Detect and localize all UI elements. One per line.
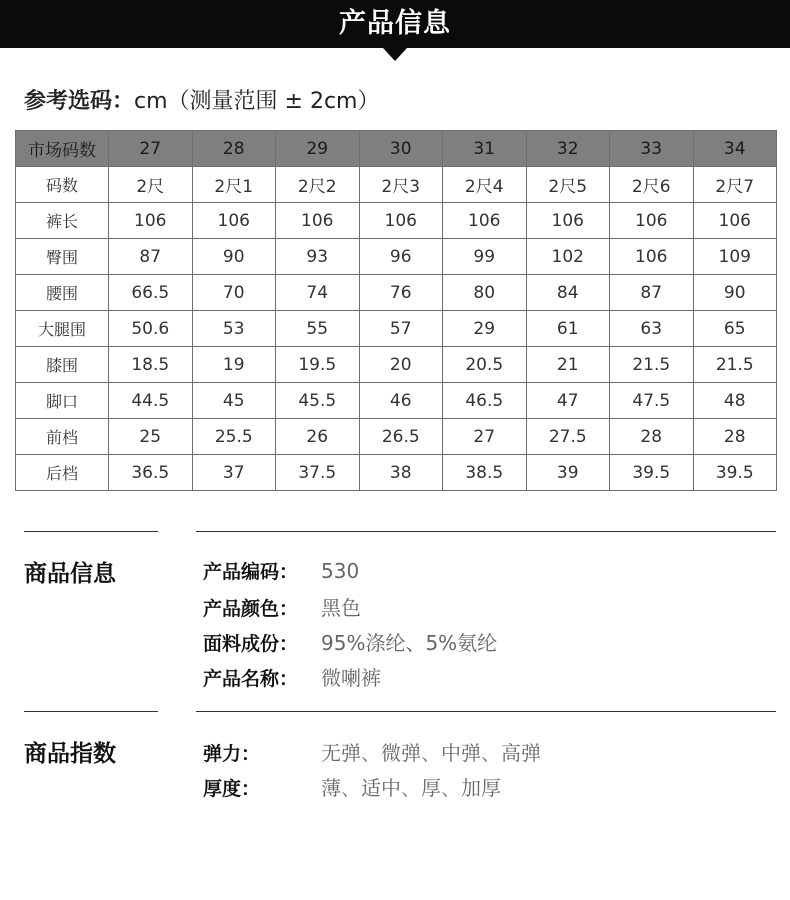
size-chart-cell: 20 [359,347,443,383]
size-chart-cell: 27.5 [526,419,610,455]
divider-line [196,531,776,532]
thickness-row [203,772,501,801]
option-separator: 、 [441,776,461,800]
product-field-color [203,592,361,621]
field-value: 530 [321,559,360,583]
size-chart-body [16,167,777,491]
size-chart-cell: 106 [610,203,694,239]
size-chart-cell: 106 [109,203,193,239]
size-chart-cell: 109 [693,239,777,275]
size-chart-cell: 2尺4 [443,167,527,203]
size-chart-cell: 26.5 [359,419,443,455]
size-chart-cell: 80 [443,275,527,311]
option-item: 薄 [321,776,341,800]
product-field-fabric [203,627,497,656]
size-chart-cell: 19 [192,347,276,383]
size-chart-row-label: 膝围 [16,347,109,383]
size-chart-cell: 38 [359,455,443,491]
size-chart-cell: 106 [359,203,443,239]
size-chart-row-label: 腰围 [16,275,109,311]
size-chart-cell: 25.5 [192,419,276,455]
size-chart-row [16,311,777,347]
size-chart-cell: 21.5 [610,347,694,383]
size-chart-cell: 21 [526,347,610,383]
size-chart-cell: 50.6 [109,311,193,347]
size-chart-header-cell: 市场码数 [16,131,109,167]
size-chart-cell: 76 [359,275,443,311]
size-chart-row-label: 裤长 [16,203,109,239]
size-chart-cell: 90 [192,239,276,275]
size-chart-cell: 106 [526,203,610,239]
size-chart-cell: 46.5 [443,383,527,419]
size-chart-cell: 57 [359,311,443,347]
size-chart-cell: 63 [610,311,694,347]
size-chart-cell: 45.5 [276,383,360,419]
size-chart-cell: 36.5 [109,455,193,491]
field-value: 微喇裤 [321,666,381,690]
size-chart-cell: 2尺1 [192,167,276,203]
size-chart-row-label: 大腿围 [16,311,109,347]
size-chart-cell: 48 [693,383,777,419]
size-reference-line [24,84,380,115]
size-chart-cell: 2尺5 [526,167,610,203]
size-reference-label: 参考选码： [24,89,135,114]
size-chart-cell: 55 [276,311,360,347]
size-chart-cell: 29 [443,311,527,347]
size-chart-row-label: 后档 [16,455,109,491]
size-chart-cell: 38.5 [443,455,527,491]
field-label: 产品名称： [203,668,299,690]
size-chart-cell: 106 [610,239,694,275]
size-chart-header-cell: 33 [610,131,694,167]
size-chart-cell: 96 [359,239,443,275]
size-chart-cell: 106 [693,203,777,239]
size-chart-row-label: 前档 [16,419,109,455]
field-label: 厚度： [203,778,261,800]
option-separator: 、 [401,776,421,800]
size-chart-cell: 84 [526,275,610,311]
size-chart-header-cell: 30 [359,131,443,167]
option-item: 加厚 [461,776,501,800]
size-chart-header-cell: 29 [276,131,360,167]
size-chart-cell: 65 [693,311,777,347]
size-chart-cell: 47 [526,383,610,419]
size-chart-cell: 93 [276,239,360,275]
size-chart-cell: 21.5 [693,347,777,383]
size-reference-unit-note: cm（测量范围 ± 2cm） [134,89,380,114]
size-chart-cell: 39.5 [693,455,777,491]
product-field-name [203,662,381,691]
field-label: 弹力： [203,743,261,765]
divider-line [24,711,158,712]
size-chart-row [16,455,777,491]
size-chart-cell: 39 [526,455,610,491]
size-chart-cell: 25 [109,419,193,455]
option-separator: 、 [481,741,501,765]
size-chart-cell: 18.5 [109,347,193,383]
field-label: 产品编码： [203,561,299,583]
option-separator: 、 [421,741,441,765]
size-chart-header-cell: 34 [693,131,777,167]
size-chart-row-label: 臀围 [16,239,109,275]
elasticity-row [203,737,541,766]
size-chart-cell: 61 [526,311,610,347]
banner-pointer [383,48,407,61]
size-chart-cell: 37 [192,455,276,491]
size-chart-cell: 26 [276,419,360,455]
size-chart-cell: 46 [359,383,443,419]
size-chart-cell: 2尺6 [610,167,694,203]
size-chart-row [16,347,777,383]
size-chart-row [16,203,777,239]
size-chart-cell: 2尺7 [693,167,777,203]
size-chart-cell: 106 [192,203,276,239]
size-chart-cell: 102 [526,239,610,275]
size-chart-row [16,383,777,419]
product-index-heading: 商品指数 [24,741,116,767]
product-info-heading: 商品信息 [24,561,116,587]
size-chart-row [16,419,777,455]
size-chart-cell: 37.5 [276,455,360,491]
size-chart-cell: 2尺3 [359,167,443,203]
field-value: 黑色 [321,596,361,620]
size-chart-row-label: 码数 [16,167,109,203]
size-chart-cell: 2尺2 [276,167,360,203]
size-chart-cell: 2尺 [109,167,193,203]
option-item: 厚 [421,776,441,800]
size-chart-cell: 27 [443,419,527,455]
option-item: 微弹 [381,741,421,765]
size-chart-cell: 90 [693,275,777,311]
size-chart-cell: 53 [192,311,276,347]
size-chart-table [15,130,777,491]
size-chart-cell: 45 [192,383,276,419]
size-chart-header-cell: 28 [192,131,276,167]
size-chart-cell: 87 [610,275,694,311]
option-item: 适中 [361,776,401,800]
size-chart-row [16,167,777,203]
size-chart-header-cell: 32 [526,131,610,167]
size-chart-cell: 99 [443,239,527,275]
option-item: 高弹 [501,741,541,765]
size-chart-row-label: 脚口 [16,383,109,419]
size-chart-cell: 70 [192,275,276,311]
option-separator: 、 [361,741,381,765]
size-chart-header-cell: 27 [109,131,193,167]
field-label: 产品颜色： [203,598,299,620]
size-chart-cell: 28 [693,419,777,455]
size-chart-cell: 106 [443,203,527,239]
size-chart-row [16,239,777,275]
field-value: 95%涤纶、5%氨纶 [321,631,498,655]
size-chart-header-cell: 31 [443,131,527,167]
banner-title: 产品信息 [0,0,790,48]
size-chart-cell: 74 [276,275,360,311]
field-label: 面料成份： [203,633,299,655]
size-chart-cell: 28 [610,419,694,455]
size-chart-cell: 20.5 [443,347,527,383]
elasticity-options [321,741,541,765]
divider-line [196,711,776,712]
option-item: 中弹 [441,741,481,765]
size-chart-cell: 66.5 [109,275,193,311]
product-field-code [203,557,359,584]
size-chart-cell: 47.5 [610,383,694,419]
size-chart-cell: 44.5 [109,383,193,419]
option-separator: 、 [341,776,361,800]
size-chart-cell: 106 [276,203,360,239]
size-chart-cell: 39.5 [610,455,694,491]
option-item: 无弹 [321,741,361,765]
size-chart-cell: 19.5 [276,347,360,383]
divider-line [24,531,158,532]
size-chart-row [16,275,777,311]
size-chart-cell: 87 [109,239,193,275]
thickness-options [321,776,501,800]
size-chart-header-row [16,131,777,167]
